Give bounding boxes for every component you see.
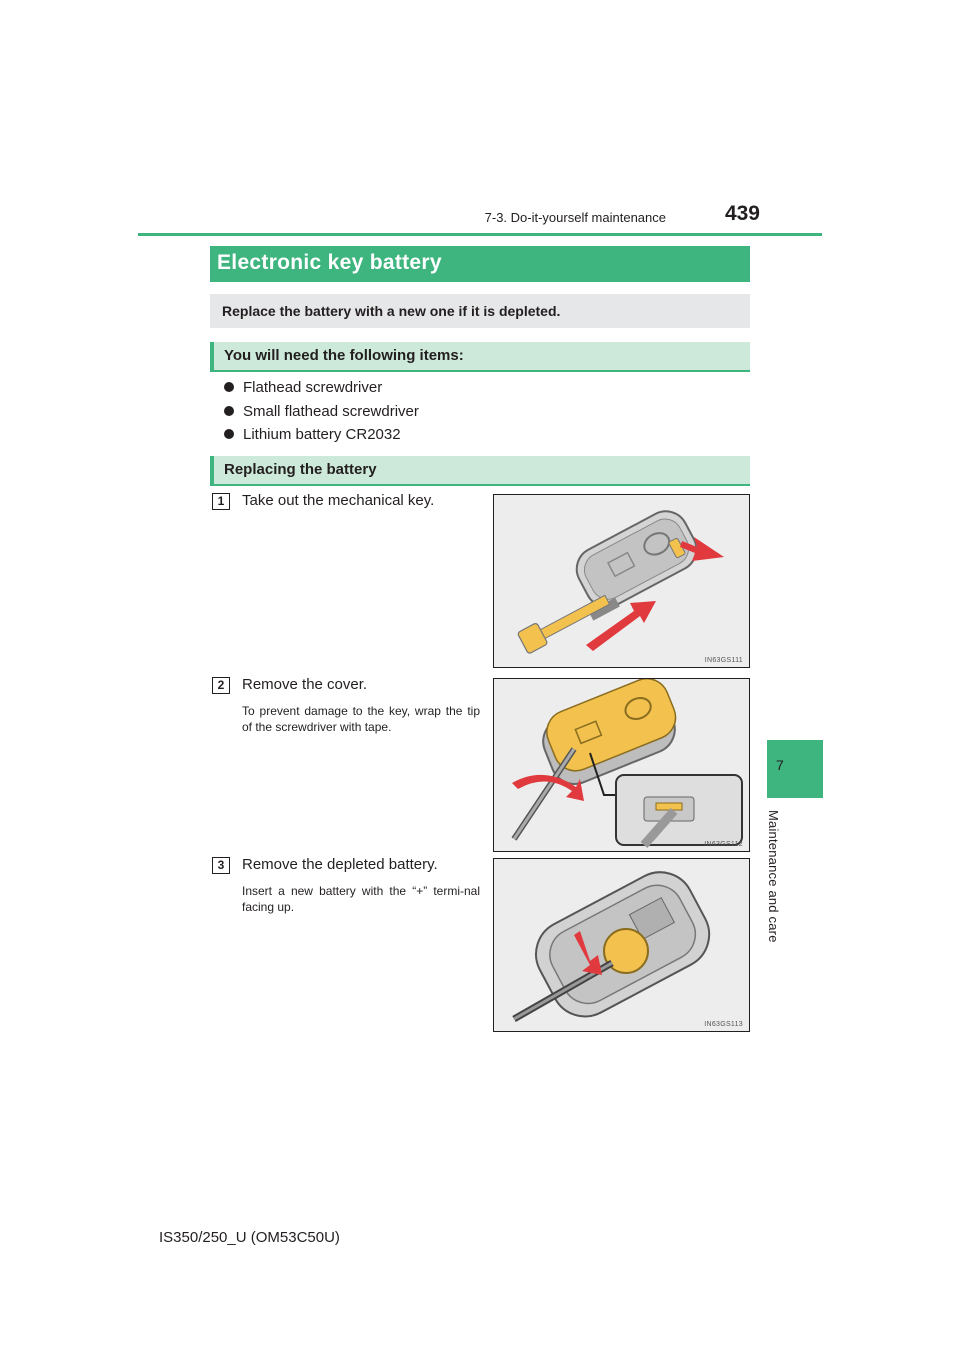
replacing-heading: Replacing the battery	[210, 456, 750, 486]
step-number-3: 3	[212, 857, 230, 874]
step-number-2: 2	[212, 677, 230, 694]
list-item: Flathead screwdriver	[224, 376, 419, 400]
step-3-note: Insert a new battery with the “+” termi-nal facing up.	[242, 884, 480, 914]
step-number-1: 1	[212, 493, 230, 510]
header-rule	[138, 233, 822, 236]
step-3-text: Remove the depleted battery.	[242, 856, 438, 873]
step-1-text: Take out the mechanical key.	[242, 492, 435, 509]
step-3-illustration	[493, 858, 750, 1032]
chapter-label: Maintenance and care	[766, 810, 781, 943]
intro-box: Replace the battery with a new one if it is depleted.	[210, 294, 750, 328]
battery-removal-drawing	[494, 859, 750, 1032]
step-2-illustration	[493, 678, 750, 852]
list-item: Small flathead screwdriver	[224, 400, 419, 424]
page-number: 439	[724, 202, 760, 225]
bullet-dot-icon	[224, 429, 234, 439]
list-item: Lithium battery CR2032	[224, 423, 419, 447]
bullet-dot-icon	[224, 406, 234, 416]
image-code: IN63GS113	[704, 1021, 743, 1028]
step-2-text: Remove the cover.	[242, 676, 368, 693]
cover-removal-drawing	[494, 679, 750, 852]
footer-model-code: IS350/250_U (OM53C50U)	[159, 1229, 340, 1246]
items-list	[224, 376, 419, 447]
chapter-number: 7	[776, 757, 784, 773]
header-section-title: 7-3. Do-it-yourself maintenance	[484, 210, 666, 225]
items-heading: You will need the following items:	[210, 342, 750, 372]
key-removal-drawing	[494, 495, 750, 668]
step-2-note: To prevent damage to the key, wrap the tip of the screwdriver with tape.	[242, 704, 480, 734]
bullet-dot-icon	[224, 382, 234, 392]
image-code: IN63GS111	[704, 657, 743, 664]
image-code: IN63GS112	[704, 841, 743, 848]
step-1-illustration	[493, 494, 750, 668]
section-title: Electronic key battery	[210, 246, 750, 282]
page-header	[138, 200, 822, 236]
